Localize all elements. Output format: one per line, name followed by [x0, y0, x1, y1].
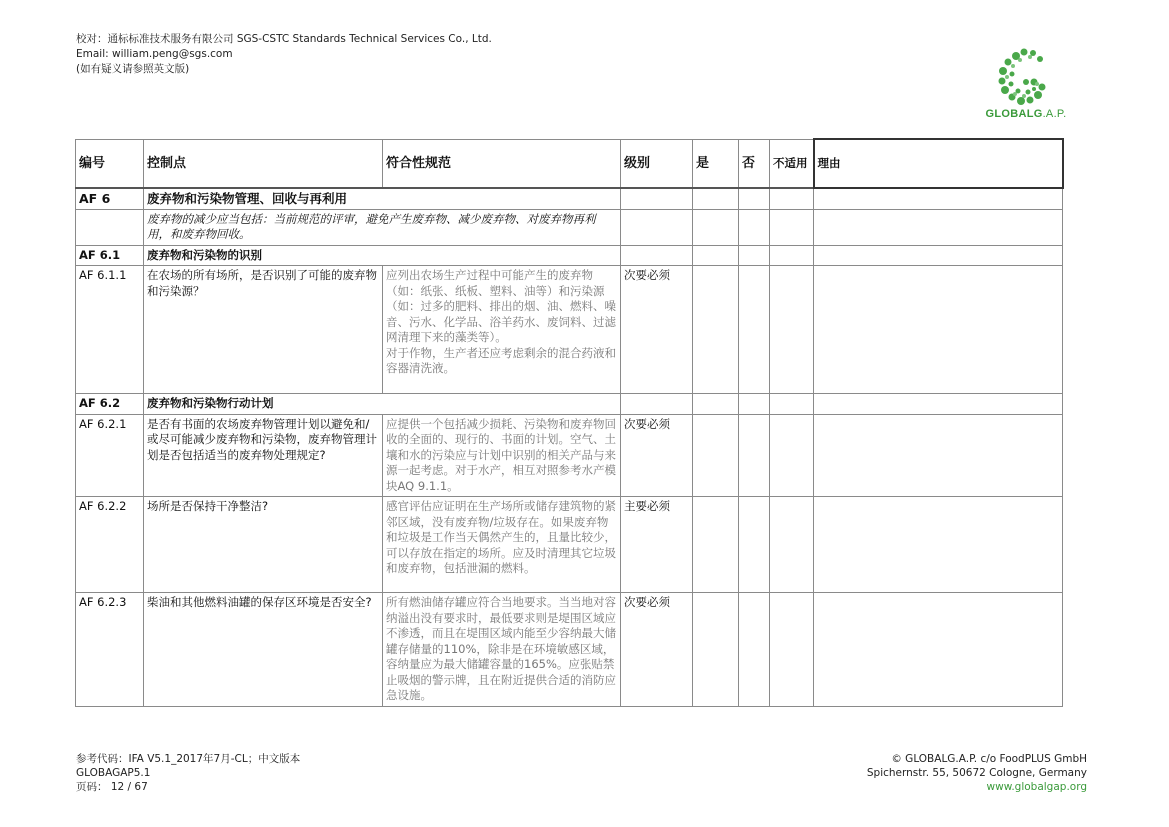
row-level: 主要必须: [621, 497, 693, 593]
section-intro: 废弃物的减少应当包括：当前规范的评审，避免产生废弃物、减少废弃物、对废弃物再利用，和废弃物回收。: [144, 209, 621, 245]
logo-wordmark: GLOBALG.A.P.: [985, 108, 1067, 120]
no-cell[interactable]: [739, 414, 770, 497]
section-title: 废弃物和污染物行动计划: [144, 394, 621, 415]
reason-cell[interactable]: [814, 497, 1063, 593]
section-title: 废弃物和污染物的识别: [144, 245, 621, 266]
table-header-row: [76, 139, 1063, 188]
na-cell[interactable]: [770, 414, 814, 497]
col-header-id: 编号: [76, 139, 144, 188]
row-id: AF 6.1.1: [76, 266, 144, 394]
footer-left: [76, 752, 300, 794]
reference-code: 参考代码：IFA V5.1_2017年7月-CL；中文版本: [76, 753, 301, 765]
row-level: 次要必须: [621, 593, 693, 707]
na-cell[interactable]: [770, 266, 814, 394]
na-cell[interactable]: [770, 497, 814, 593]
intro-row: [76, 209, 1063, 245]
yes-cell[interactable]: [693, 497, 739, 593]
row-level: 次要必须: [621, 266, 693, 394]
section-row-af6: [76, 188, 1063, 209]
email-line: Email: william.peng@sgs.com: [76, 48, 233, 60]
row-control-point: 柴油和其他燃料油罐的保存区环境是否安全?: [144, 593, 383, 707]
col-header-control-point: 控制点: [144, 139, 383, 188]
na-cell[interactable]: [770, 593, 814, 707]
row-control-point: 场所是否保持干净整洁?: [144, 497, 383, 593]
section-row-af62: [76, 394, 1063, 415]
yes-cell[interactable]: [693, 414, 739, 497]
col-header-level: 级别: [621, 139, 693, 188]
row-control-point: 是否有书面的农场废弃物管理计划以避免和/或尽可能减少废弃物和污染物，废弃物管理计划是否包括适当的废弃物处理规定?: [144, 414, 383, 497]
no-cell[interactable]: [739, 593, 770, 707]
yes-cell[interactable]: [693, 593, 739, 707]
row-id: AF 6.2.2: [76, 497, 144, 593]
doc-code: GLOBAGAP5.1: [76, 767, 151, 779]
reason-cell[interactable]: [814, 414, 1063, 497]
proofreader-line: 校对：通标标准技术服务有限公司 SGS-CSTC Standards Technical Services Co., Ltd.: [76, 33, 492, 45]
table-row: [76, 497, 1063, 593]
table-row: [76, 414, 1063, 497]
section-id: AF 6: [76, 188, 144, 209]
col-header-reason: 理由: [814, 139, 1063, 188]
table-row: [76, 593, 1063, 707]
copyright: © GLOBALG.A.P. c/o FoodPLUS GmbH: [891, 753, 1087, 765]
no-cell[interactable]: [739, 266, 770, 394]
row-id: AF 6.2.1: [76, 414, 144, 497]
col-header-compliance-criteria: 符合性规范: [383, 139, 621, 188]
col-header-na: 不适用: [770, 139, 814, 188]
section-id: AF 6.1: [76, 245, 144, 266]
page-number: 页码： 12 / 67: [76, 781, 148, 793]
yes-cell[interactable]: [693, 266, 739, 394]
footer-right: [867, 752, 1087, 794]
reason-cell[interactable]: [814, 593, 1063, 707]
row-id: AF 6.2.3: [76, 593, 144, 707]
control-points-table: [75, 138, 1064, 707]
row-criteria: 感官评估应证明在生产场所或储存建筑物的紧邻区域，没有废弃物/垃圾存在。如果废弃物和垃圾是工作当天偶然产生的，且量比较少，可以存放在指定的场所。应及时清理其它垃圾和废弃物，包括泄漏的燃料。: [383, 497, 621, 593]
globalgap-logo: [978, 44, 1074, 126]
row-control-point: 在农场的所有场所，是否识别了可能的废弃物和污染源？: [144, 266, 383, 394]
globalgap-emblem-icon: [978, 44, 1074, 110]
website-link[interactable]: www.globalgap.org: [986, 781, 1087, 793]
reason-cell[interactable]: [814, 266, 1063, 394]
row-criteria: 应列出农场生产过程中可能产生的废弃物（如：纸张、纸板、塑料、油等）和污染源（如：过多的肥料、排出的烟、油、燃料、噪音、污水、化学品、浴羊药水、废饲料、过滤网清理下来的藻类等）。 对于作物，生产者还应考虑剩余的混合药液和容器清洗液。: [383, 266, 621, 394]
address: Spichernstr. 55, 50672 Cologne, Germany: [866, 767, 1087, 779]
col-header-no: 否: [739, 139, 770, 188]
no-cell[interactable]: [739, 497, 770, 593]
section-id: AF 6.2: [76, 394, 144, 415]
section-title: 废弃物和污染物管理、回收与再利用: [144, 188, 621, 209]
row-criteria: 所有燃油储存罐应符合当地要求。当当地对容纳溢出没有要求时，最低要求则是堤围区域应不渗透，而且在堤围区域内能至少容纳最大储罐存储量的110%，除非是在环境敏感区域，容纳量应为最大储罐容量的165%。应张贴禁止吸烟的警示牌，且在附近提供合适的消防应急设施。: [383, 593, 621, 707]
col-header-yes: 是: [693, 139, 739, 188]
table-row: [76, 266, 1063, 394]
document-header: [76, 32, 492, 77]
section-row-af61: [76, 245, 1063, 266]
row-level: 次要必须: [621, 414, 693, 497]
row-criteria: 应提供一个包括减少损耗、污染物和废弃物回收的全面的、现行的、书面的计划。空气、土壤和水的污染应与计划中识别的相关产品与来源一起考虑。对于水产，相互对照参考水产模块AQ 9.1.1。: [383, 414, 621, 497]
note-line: (如有疑义请参照英文版): [76, 63, 190, 75]
